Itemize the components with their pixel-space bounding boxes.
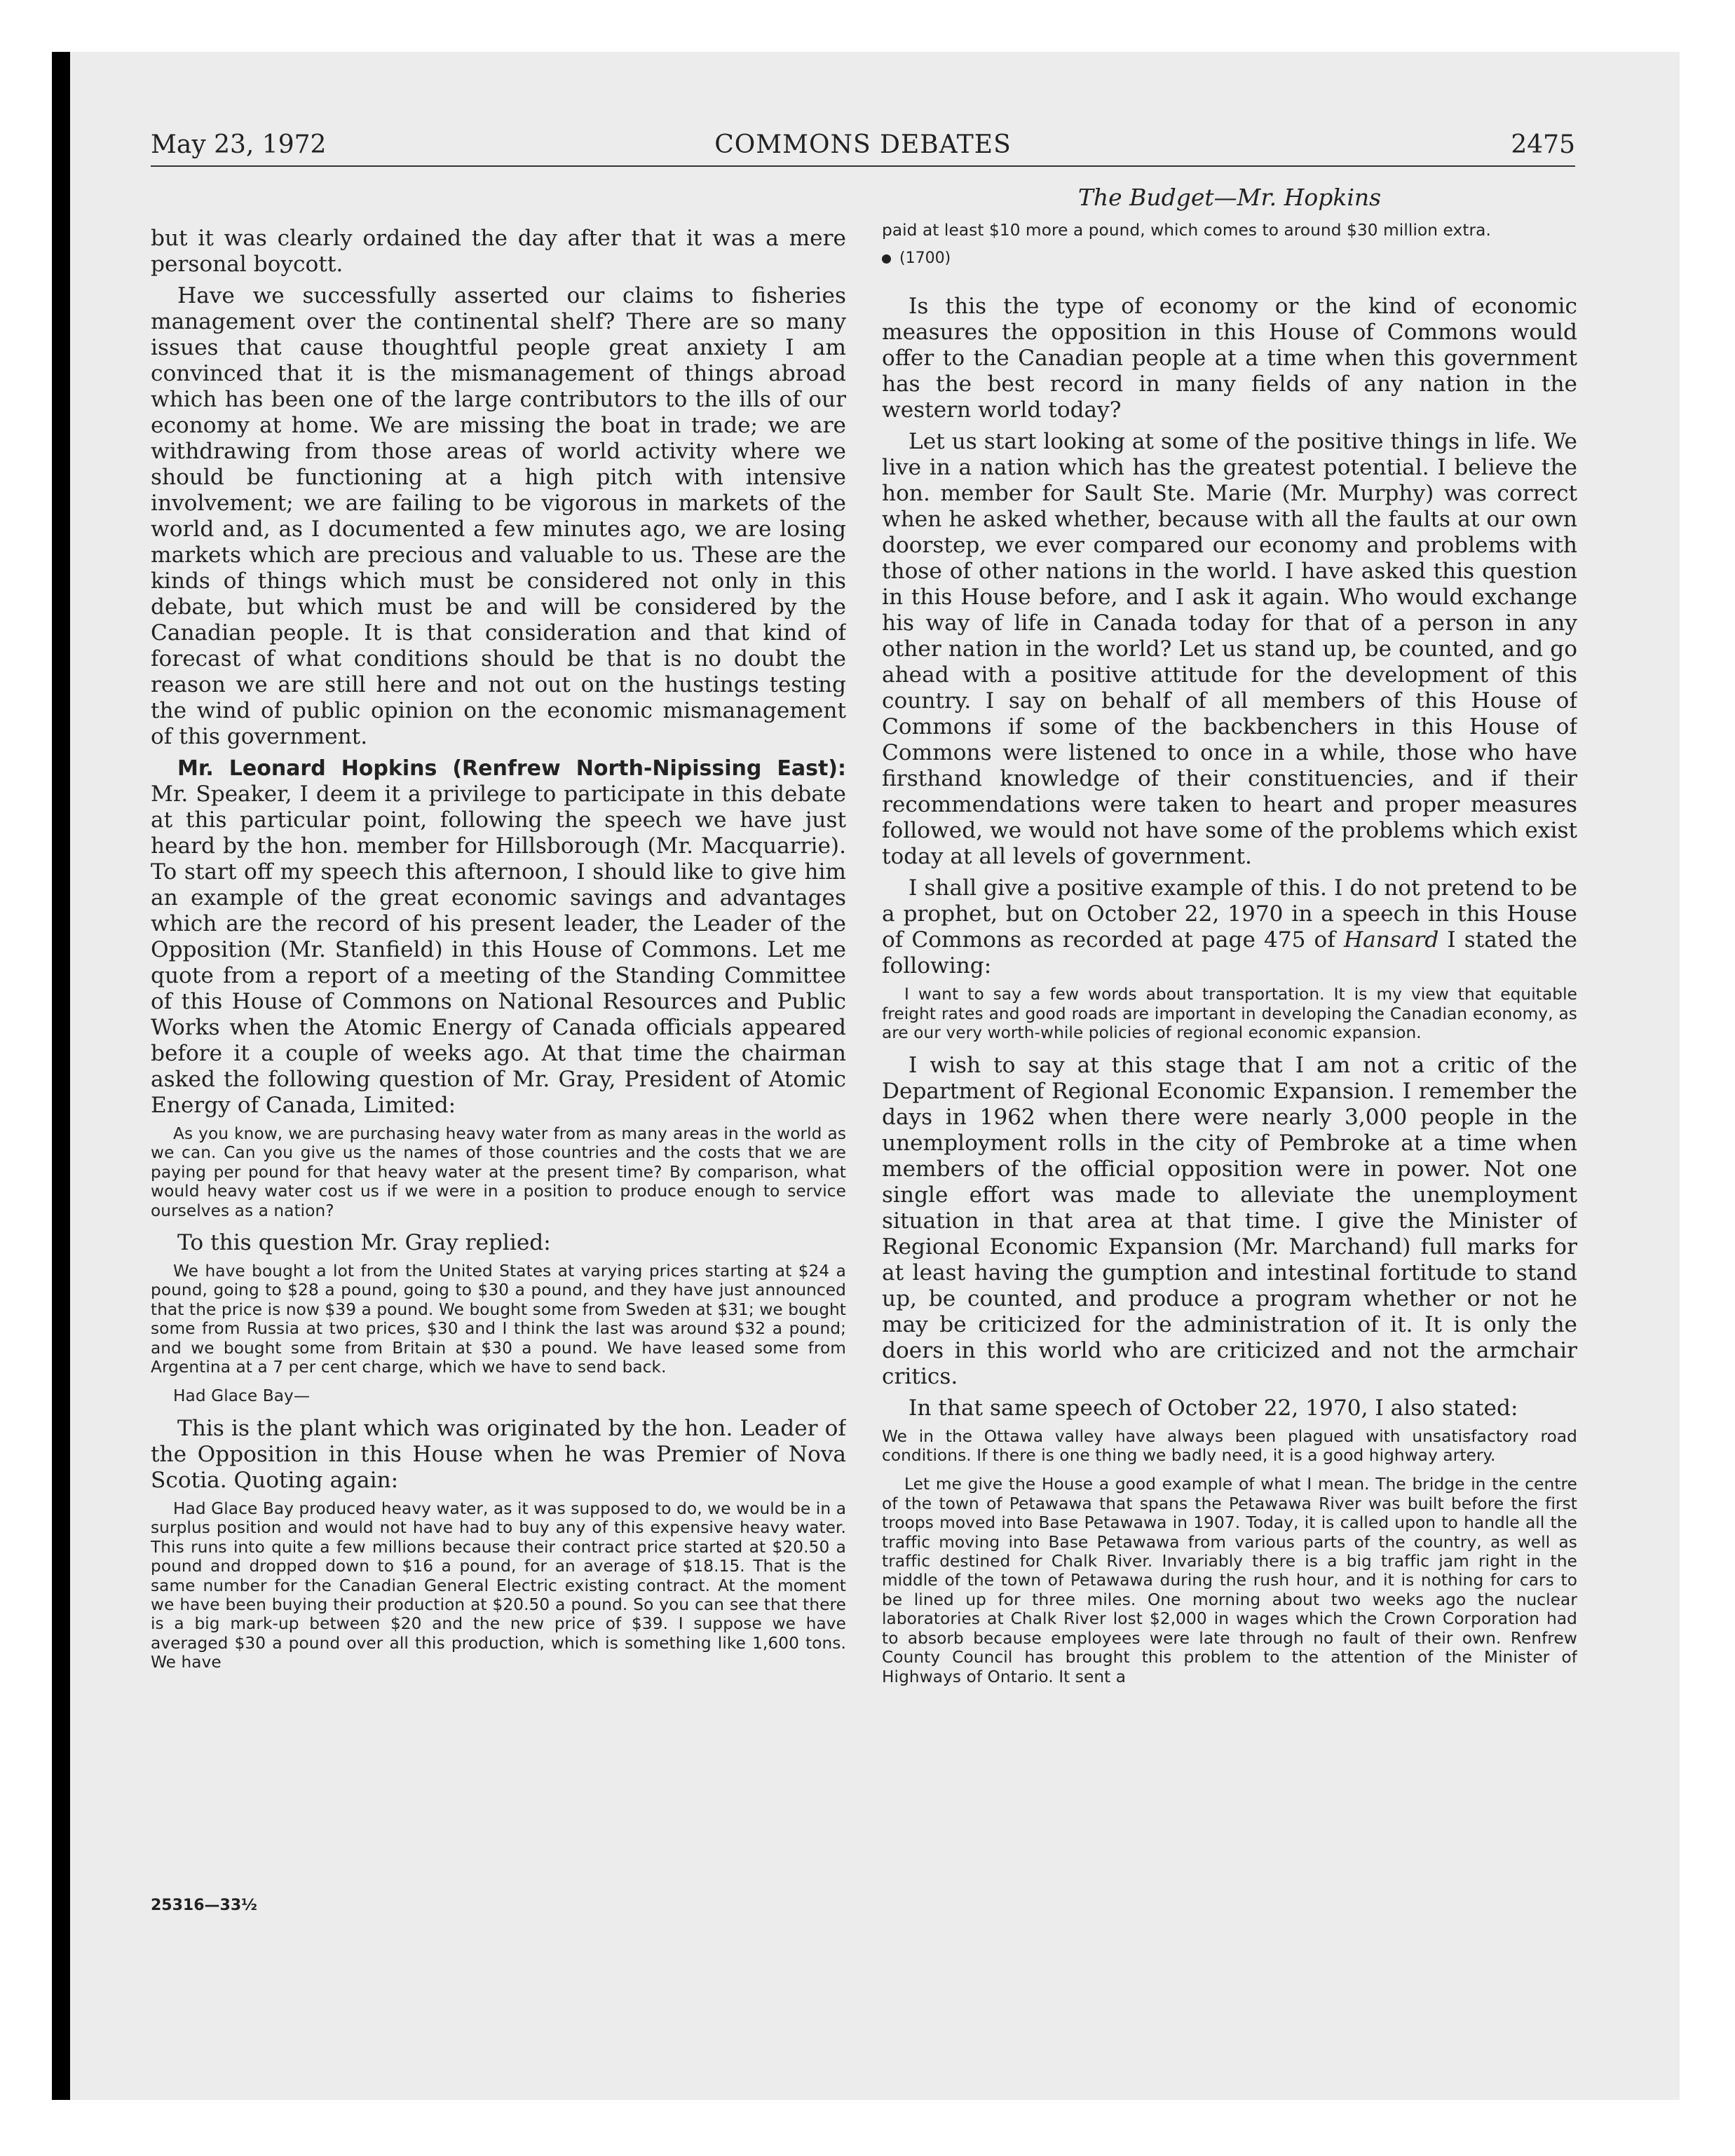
bullet-icon [882, 254, 891, 264]
quotation: Had Glace Bay produced heavy water, as it was supposed to do, we would be in a surplus position and would not have had to buy any of this expensive heavy water. This runs into quite a few millions because their contract price started at $20.50 a pound and dropped down to $16 a pound, for an average of $18.15. That is the same number for the Canadian General Electric existing contract. At the moment we have been buying their production at $20.50 a pound. So you can see that there is a big mark-up between $20 and the new price of $39. I suppose we have averaged $30 a pound over all this production, which is something like 1,600 tons. We have [151, 1499, 846, 1672]
header-title: COMMONS DEBATES [714, 130, 1012, 159]
paragraph: but it was clearly ordained the day after that it was a mere personal boycott. [151, 226, 846, 277]
paragraph: To this question Mr. Gray replied: [177, 1230, 551, 1256]
right-column [882, 182, 1577, 1935]
paragraph: I wish to say at this stage that I am not a critic of the Department of Regional Economic Expansion. I remember the days in 1962 when there were nearly 3,000 people in the unemployment rolls in the city of Pembroke at a time when members of the official opposition were in power. Not one single effort was made to alleviate the unemployment situation in that area at that time. I give the Minister of Regional Economic Expansion (Mr. Marchand) full marks for at least having the gumption and intestinal fortitude to stand up, be counted, and produce a program whether or not he may be criticized for the administration of it. It is only the doers in this world who are criticized and not the armchair critics. [882, 1052, 1577, 1389]
paragraph [882, 875, 1577, 979]
quotation: As you know, we are purchasing heavy water from as many areas in the world as we can. Can you give us the names of those countries and the costs that we are paying per pound for that heavy water at the present time? By comparison, what would heavy water cost us if we were in a position to produce enough to service ourselves as a nation? [151, 1124, 846, 1220]
quotation: We in the Ottawa valley have always been plagued with unsatisfactory road conditions. If there is one thing we badly need, it is a good highway artery. [882, 1426, 1577, 1466]
quotation: Had Glace Bay— [173, 1386, 311, 1406]
paragraph: This is the plant which was originated by the hon. Leader of the Opposition in this House when he was Premier of Nova Scotia. Quoting again: [151, 1415, 846, 1493]
paragraph: Let us start looking at some of the positive things in life. We live in a nation which has the greatest potential. I believe the hon. member for Sault Ste. Marie (Mr. Murphy) was correct when he asked whether, because with all the faults at our own doorstep, we ever compared our economy and problems with those of other nations in the world. I have asked this question in this House before, and I ask it again. Who would exchange his way of life in Canada today for that of a person in any other nation in the world? Let us stand up, be counted, and go ahead with a positive attitude for the development of this country. I say on behalf of all members of this House of Commons if some of the backbenchers in this House of Commons were listened to once in a while, those who have firsthand knowledge of their constituencies, and if their recommendations were taken to heart and proper measures followed, we would not have some of the problems which exist today at all levels of government. [882, 429, 1577, 870]
print-code: 25316—33½ [151, 1897, 257, 1914]
paragraph-text: I stated the following: [882, 927, 1577, 979]
paragraph: Is this the type of economy or the kind of economic measures the opposition in this House of Commons would offer to the Canadian people at a time when this government has the best record in many fields of any nation in the western world today? [882, 294, 1577, 423]
left-column [151, 182, 846, 1935]
header-page-number: 2475 [1511, 130, 1575, 159]
running-head: The Budget—Mr. Hopkins [1077, 184, 1382, 211]
speaker-name: Mr. Leonard Hopkins (Renfrew North-Nipissing East): [177, 756, 846, 781]
hansard-reference: Hansard [1343, 927, 1439, 953]
header-date: May 23, 1972 [151, 130, 327, 159]
quotation: Let me give the House a good example of what I mean. The bridge in the centre of the town of Petawawa that spans the Petawawa River was built before the first troops moved into Base Petawawa in 1907. Today, it is called upon to handle all the traffic moving into Base Petawawa from various parts of the country, as well as traffic destined for Chalk River. Invariably there is a big traffic jam right in the middle of the town of Petawawa during the rush hour, and it is nothing for cars to be lined up for three miles. One morning about two weeks ago the nuclear laboratories at Chalk River lost $2,000 in wages which the Crown Corporation had to absorb because employees were late through no fault of their own. Renfrew County Council has brought this problem to the attention of the Minister of Highways of Ontario. It sent a [882, 1475, 1577, 1686]
time-marker-text: (1700) [899, 250, 951, 268]
scan-edge [52, 52, 70, 2100]
paragraph: In that same speech of October 22, 1970, I also stated: [909, 1395, 1518, 1421]
paragraph-text: Mr. Speaker, I deem it a privilege to participate in this debate at this particular point, following the speech we have just heard by the hon. member for Hillsborough (Mr. Macquarrie). To start off my speech this afternoon, I should like to give him an example of the great economic savings and advantages which are the record of his present leader, the Leader of the Opposition (Mr. Stanfield) in this House of Commons. Let me quote from a report of a meeting of the Standing Committee of this House of Commons on National Resources and Public Works when the Atomic Energy of Canada officials appeared before it a couple of weeks ago. At that time the chairman asked the following question of Mr. Gray, President of Atomic Energy of Canada, Limited: [151, 782, 846, 1118]
header-rule [151, 165, 1575, 167]
paragraph: Have we successfully asserted our claims to fisheries management over the continental shelf? There are so many issues that cause thoughtful people great anxiety I am convinced that it is the mismanagement of things abroad which has been one of the large contributors to the ills of our economy at home. We are missing the boat in trade; we are withdrawing from those areas of world activity where we should be functioning at a high pitch with intensive involvement; we are failing to be vigorous in markets of the world and, as I documented a few minutes ago, we are losing markets which are precious and valuable to us. These are the kinds of things which must be considered not only in this debate, but which must be and will be considered by the Canadian people. It is that consideration and that kind of forecast of what conditions should be that is no doubt the reason we are still here and not out on the hustings testing the wind of public opinion on the economic mismanagement of this government. [151, 283, 846, 749]
paragraph-text: I shall give a positive example of this. I do not pretend to be a prophet, but on October 22, 1970 in a speech in this House of Commons as recorded at page 475 of [882, 875, 1577, 953]
quotation: We have bought a lot from the United States at varying prices starting at $24 a pound, going to $28 a pound, going to $30 a pound, and they have just announced that the price is now $39 a pound. We bought some from Sweden at $31; we bought some from Russia at two prices, $30 and I think the last was around $32 a pound; and we bought some from Britain at $30 a pound. We have leased some from Argentina at a 7 per cent charge, which we have to send back. [151, 1262, 846, 1377]
quotation: I want to say a few words about transportation. It is my view that equitable freight rates and good roads are important in developing the Canadian economy, as are our very worth-while policies of regional economic expansion. [882, 985, 1577, 1043]
quotation-continued: paid at least $10 more a pound, which comes to around $30 million extra. [882, 221, 1491, 240]
time-marker [882, 250, 1577, 267]
speaker-paragraph [151, 756, 846, 1119]
